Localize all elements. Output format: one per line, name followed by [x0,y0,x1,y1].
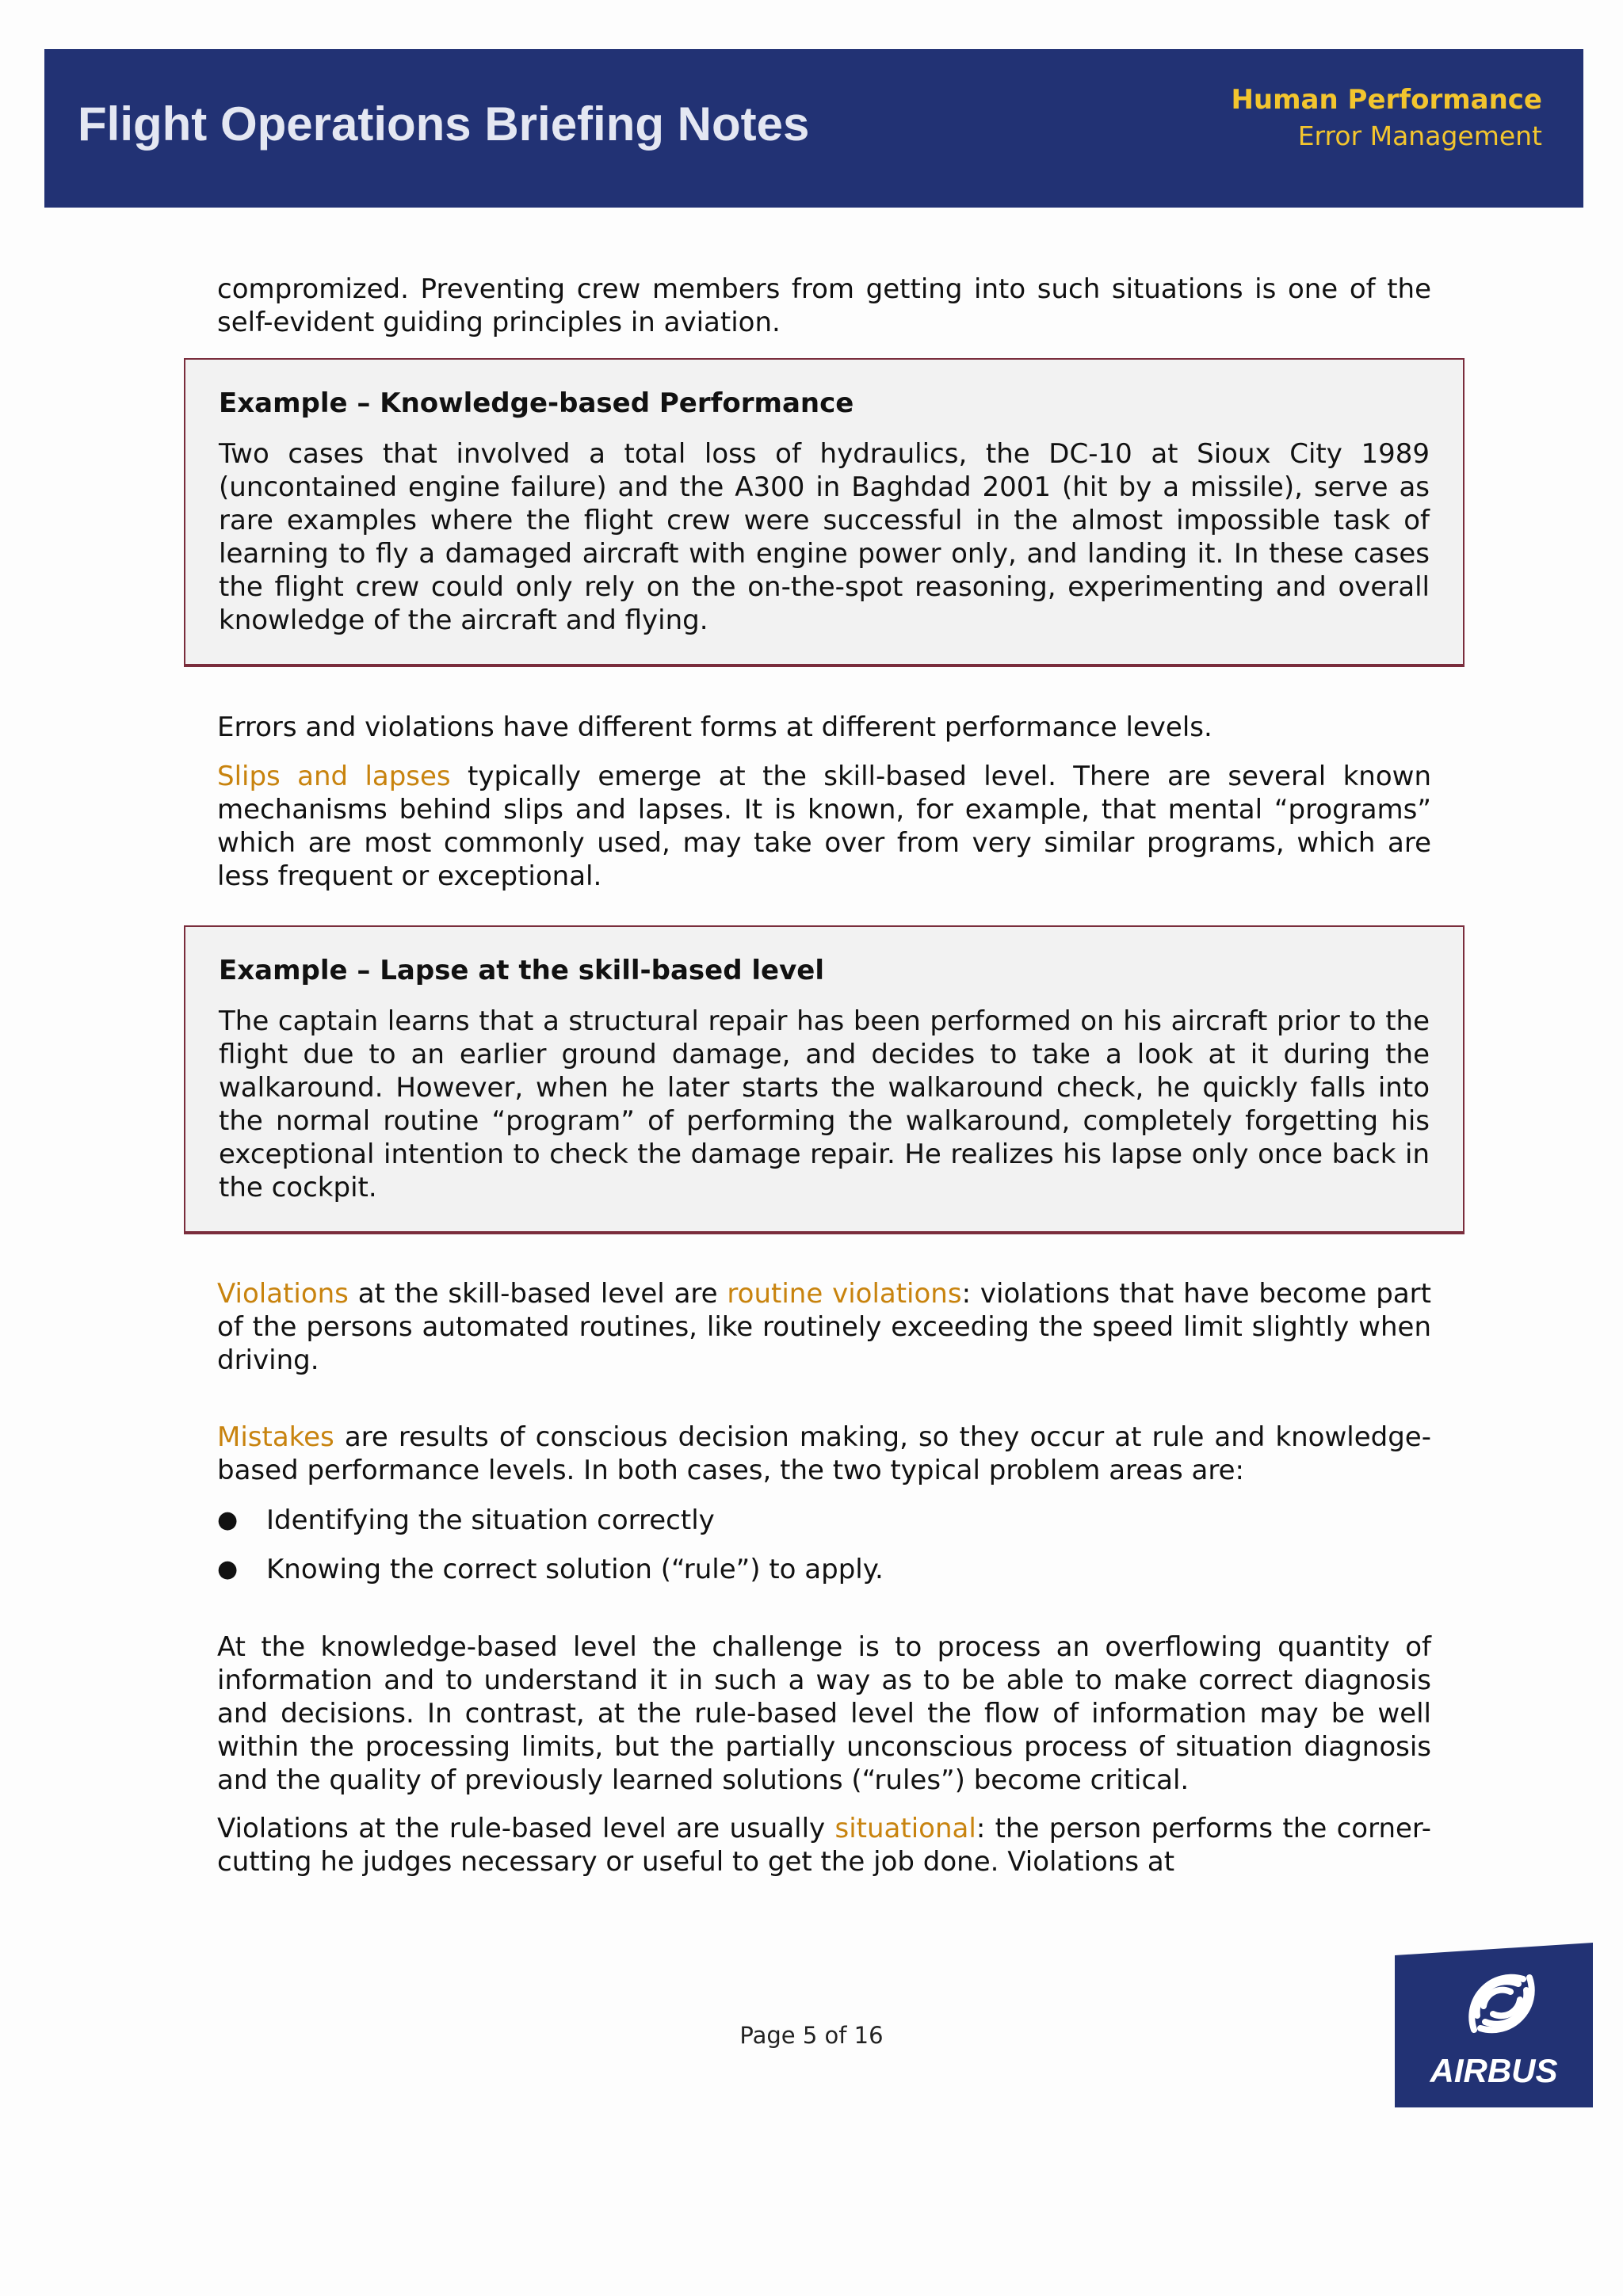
term-routine-violations: routine violations [727,1278,962,1310]
term-slips-and-lapses: Slips and lapses [217,761,451,792]
example-text: The captain learns that a structural repair has been performed on his aircraft prior to the flight due to an earlier ground damage, and decides to take a look at it during the walkaround. However, when he later starts the walkaround check, he quickly falls into the normal routine “program” of performing the walkaround, completely forgetting his exceptional intention to check the damage repair. He realizes his lapse only once back in the cockpit. [219,1005,1430,1203]
example-title: Example – Knowledge-based Performance [219,387,854,419]
svg-text:AIRBUS: AIRBUS [1430,2052,1558,2089]
slips-paragraph [217,760,1431,893]
term-situational: situational [834,1813,976,1844]
knowledge-paragraph [217,1630,1431,1797]
airbus-logo-icon [1395,1943,1593,2107]
errors-intro-paragraph [217,711,1431,744]
example-text: Two cases that involved a total loss of hydraulics, the DC-10 at Sioux City 1989 (uncontained engine failure) and the A300 in Baghdad 2001 (hit by a missile), serve as rare examples where the flight crew were successful in the almost impossible task of learning to fly a damaged aircraft with engine power only, and landing it. In these cases the flight crew could only rely on the on-the-spot reasoning, experimenting and overall knowledge of the aircraft and flying. [219,438,1430,636]
knowledge-text: At the knowledge-based level the challenge is to process an overflowing quantity of information and to understand it in such a way as to be able to make correct diagnosis and decisions. In contrast, at the rule-based level the flow of information may be well within the processing limits, but the partially unconscious process of situation diagnosis and the quality of previously learned solutions (“rules”) become critical. [217,1631,1431,1796]
document-header [44,49,1583,208]
mistakes-paragraph: Mistakes are results of conscious decision making, so they occur at rule and knowledge-based performance levels. In both cases, the two typical problem areas are: [217,1421,1431,1486]
intro-paragraph [217,273,1431,339]
bullet-icon: ● [217,1555,239,1583]
rule-violations-paragraph: Violations at the rule-based level are usually situational: the person performs the corner-cutting he judges necessary or useful to get the job done. Violations at [217,1813,1431,1878]
violations-paragraph: Violations at the skill-based level are routine violations: violations that have become part of the persons automated routines, like routinely exceeding the speed limit slightly when driving. [217,1278,1431,1376]
example-box-knowledge [184,358,1465,667]
example-box-lapse [184,925,1465,1234]
term-violations: Violations [217,1278,349,1310]
errors-intro-text: Errors and violations have different forms at different performance levels. [217,711,1212,743]
slips-text: typically emerge at the skill-based level. There are several known mechanisms behind slips and lapses. It is known, for example, that mental “programs” which are most commonly used, may take over from very similar programs, which are less frequent or exceptional. [217,761,1431,892]
bullet-icon: ● [217,1506,239,1534]
header-topic-block [1231,84,1542,152]
intro-text: compromized. Preventing crew members from getting into such situations is one of the self-evident guiding principles in aviation. [217,273,1431,338]
page-number: Page 5 of 16 [739,2022,884,2049]
airbus-logo [1395,1943,1593,2107]
term-mistakes: Mistakes [217,1421,334,1453]
header-topic: Human Performance [1231,84,1542,116]
header-subtopic: Error Management [1297,120,1542,151]
example-title: Example – Lapse at the skill-based level [219,955,824,986]
header-title: Flight Operations Briefing Notes [78,97,810,151]
